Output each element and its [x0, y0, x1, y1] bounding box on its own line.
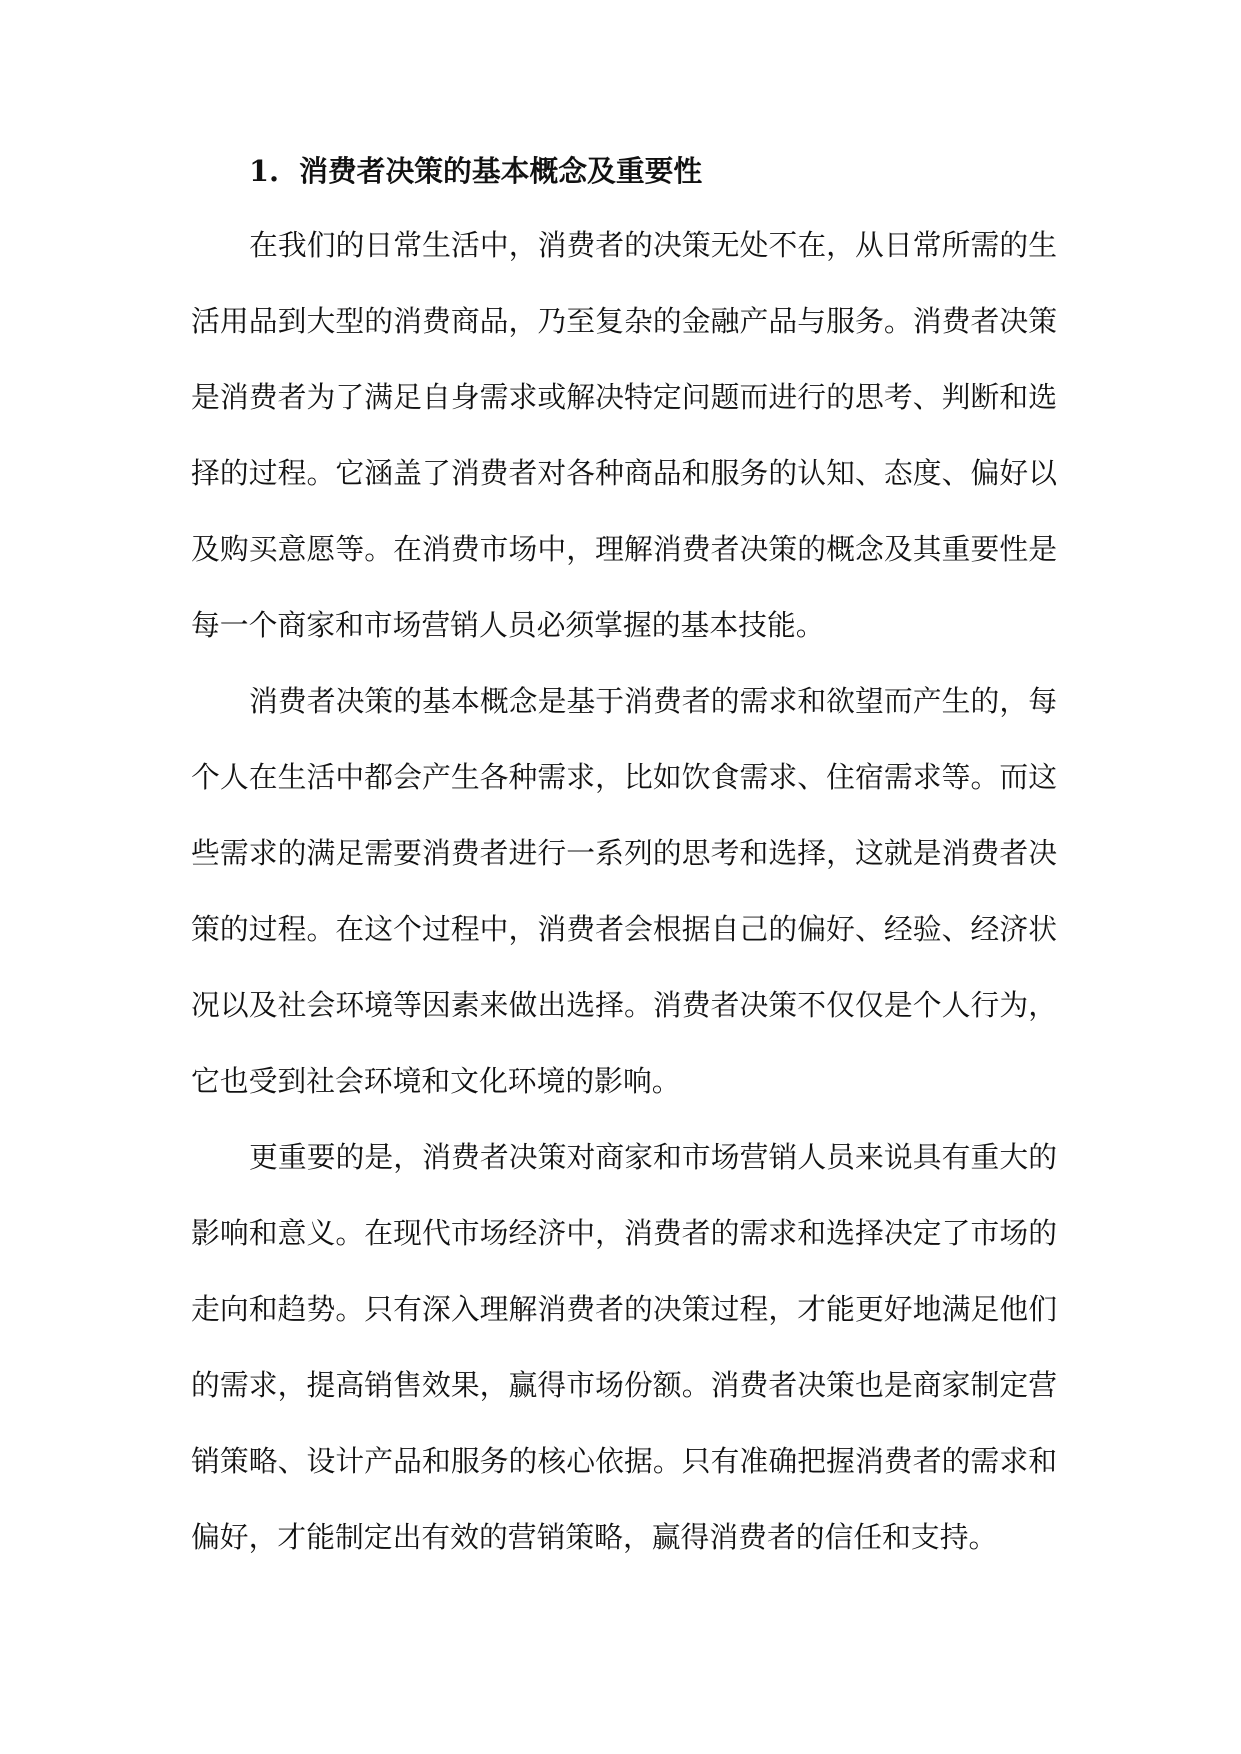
paragraph-line: 每一个商家和市场营销人员必须掌握的基本技能。: [191, 608, 825, 642]
paragraph-line: 个人在生活中都会产生各种需求，比如饮食需求、住宿需求等。而这: [191, 760, 1057, 794]
body-text: [191, 207, 1057, 1575]
heading-number: 1.: [249, 154, 280, 188]
paragraph-line: 些需求的满足需要消费者进行一系列的思考和选择，这就是消费者决: [191, 836, 1057, 870]
section-heading: [191, 136, 1057, 207]
paragraph-line: 影响和意义。在现代市场经济中，消费者的需求和选择决定了市场的: [191, 1216, 1057, 1250]
paragraph-line: 活用品到大型的消费商品，乃至复杂的金融产品与服务。消费者决策: [191, 304, 1057, 338]
paragraph: [191, 663, 1057, 1119]
paragraph-line: 走向和趋势。只有深入理解消费者的决策过程，才能更好地满足他们: [191, 1292, 1057, 1326]
paragraph-line: 更重要的是，消费者决策对商家和市场营销人员来说具有重大的: [249, 1140, 1057, 1174]
paragraph-line: 及购买意愿等。在消费市场中，理解消费者决策的概念及其重要性是: [191, 532, 1057, 566]
paragraph-line: 择的过程。它涵盖了消费者对各种商品和服务的认知、态度、偏好以: [191, 456, 1057, 490]
paragraph-line: 况以及社会环境等因素来做出选择。消费者决策不仅仅是个人行为，: [191, 988, 1057, 1022]
paragraph-line: 偏好，才能制定出有效的营销策略，赢得消费者的信任和支持。: [191, 1520, 998, 1554]
paragraph-line: 是消费者为了满足自身需求或解决特定问题而进行的思考、判断和选: [191, 380, 1057, 414]
paragraph-line: 消费者决策的基本概念是基于消费者的需求和欲望而产生的，每: [249, 684, 1057, 718]
paragraph-line: 的需求，提高销售效果，赢得市场份额。消费者决策也是商家制定营: [191, 1368, 1057, 1402]
paragraph: [191, 1119, 1057, 1575]
paragraph-line: 在我们的日常生活中，消费者的决策无处不在，从日常所需的生: [249, 228, 1057, 262]
heading-title: 消费者决策的基本概念及重要性: [299, 154, 703, 188]
paragraph-line: 策的过程。在这个过程中，消费者会根据自己的偏好、经验、经济状: [191, 912, 1057, 946]
paragraph: [191, 207, 1057, 663]
paragraph-line: 它也受到社会环境和文化环境的影响。: [191, 1064, 681, 1098]
paragraph-line: 销策略、设计产品和服务的核心依据。只有准确把握消费者的需求和: [191, 1444, 1057, 1478]
